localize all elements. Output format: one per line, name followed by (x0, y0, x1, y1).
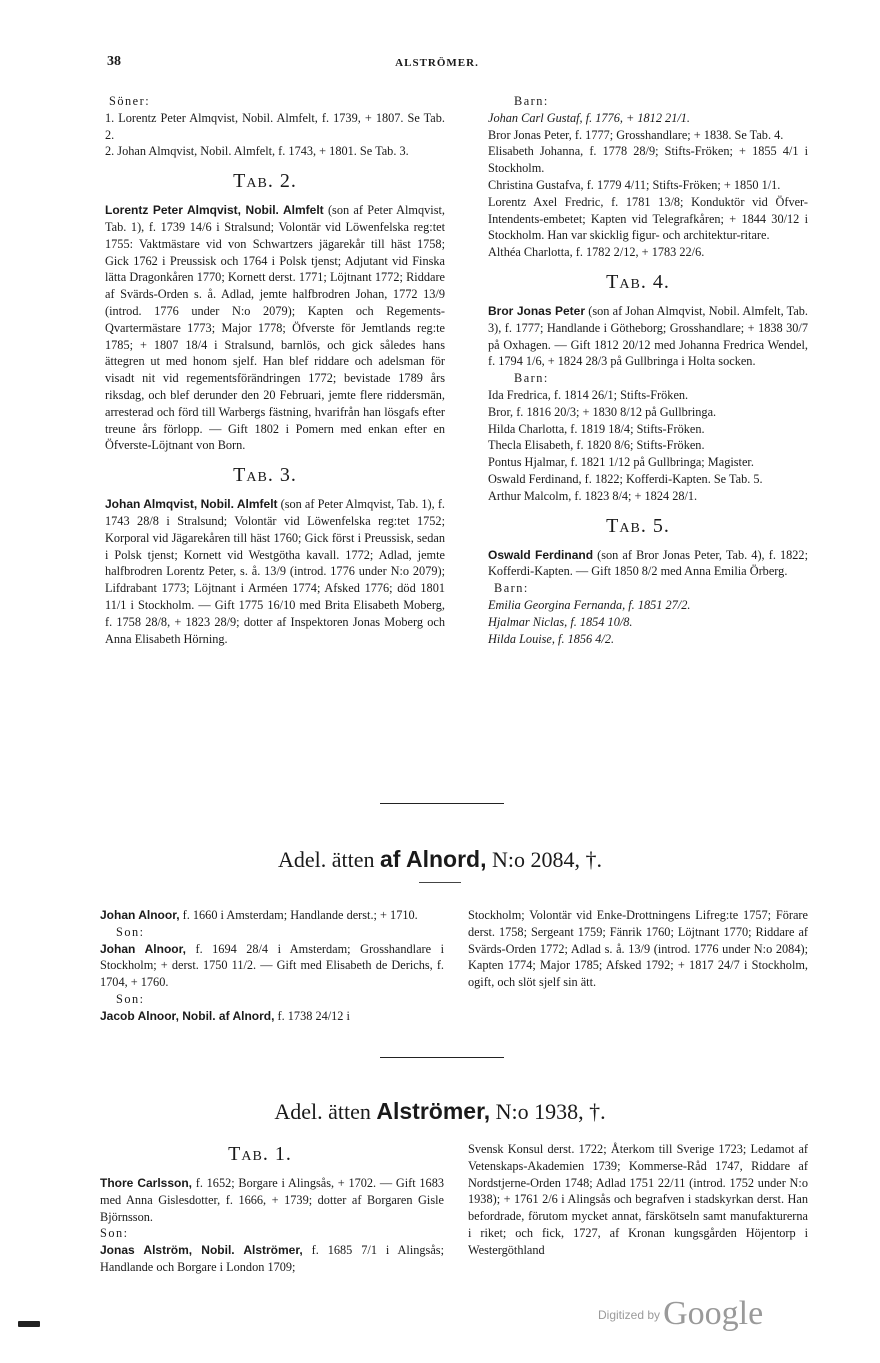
tab-4-barn-label: Barn: (514, 371, 549, 386)
top-left-column (85, 93, 445, 647)
tab-3-name: Johan Almqvist, Nobil. Almfelt (105, 497, 278, 512)
alnord-name-1: Johan Alnoor, (100, 908, 180, 922)
child-2: Bror Jonas Peter, f. 1777; Grosshandlare; + 1838. Se Tab. 4. (488, 127, 784, 142)
tab-5-child-2: Hjalmar Niclas, f. 1854 10/8. (488, 614, 633, 629)
tab-4-child-5: Pontus Hjalmar, f. 1821 1/12 på Gullbringa; Magister. (488, 455, 754, 470)
watermark-brand: Google (663, 1295, 764, 1332)
section-rule-1 (380, 803, 504, 804)
alnord-title-prefix: Adel. ätten (277, 847, 375, 872)
child-1: Johan Carl Gustaf, f. 1776, + 1812 21/1. (488, 110, 690, 125)
alstromer-title-suffix: N:o 1938, †. (495, 1099, 606, 1124)
tab-5-name: Oswald Ferdinand (488, 547, 594, 562)
alstromer-text-2: f. 1685 7/1 i Alingsås; Handlande och Borgare i London 1709; (100, 1243, 445, 1274)
tab-5-child-3: Hilda Louise, f. 1856 4/2. (488, 631, 615, 646)
tab-3-text: (son af Peter Almqvist, Tab. 1), f. 1743 28/8 i Stralsund; Volontär vid Löwenfelska reg:tet 1752; Korporal vid Jägarekåren till häst 1760; Gick först i Preussisk, sedan i Polsk tjenst; Kornett vid Westgötha kavall. 1772; Adlad, jemte halfbrodren Lorentz Peter, s. å. 13/9 (introd. 1776 under N:o 2079); Lifdrabant 1773; Löjtnant i Arméen 1774; Afsked 1776; död 1801 11/1 i Stockholm. — Gift 1775 16/10 med Brita Elisabeth Moberg, f. 1758 28/8, + 1823 28/9; dotter af Inspektoren Jonas Moberg och Anna Elisabeth Hörning. (105, 497, 445, 646)
alstromer-name-2: Jonas Alström, Nobil. Alströmer, (100, 1243, 303, 1258)
page-number: 38 (107, 54, 121, 69)
barn-label: Barn: (514, 94, 549, 108)
alnord-title-suffix: N:o 2084, †. (492, 847, 602, 872)
alstromer-son-label: Son: (100, 1226, 129, 1241)
alstromer-title (0, 1097, 880, 1126)
alnord-right-text: Stockholm; Volontär vid Enke-Drottningens Lifreg:te 1757; Förare derst. 1758; Sergeant 1759; Fänrik 1760; Löjtnant 1770; Riddare af Svärds-Orden 1772; Adlad s. å. 13/9 (introd. 1776 under N:o 2084); Kapten 1774; Major 1785; Afsked 1792; + 1817 24/7 i Stockholm, ogift, och slöt sjelf sin ätt. (468, 908, 808, 990)
section-rule-2 (380, 1057, 504, 1058)
soner-label: Söner: (109, 94, 151, 108)
tab-5-text: (son af Bror Jonas Peter, Tab. 4), f. 1822; Kofferdi-Kapten. — Gift 1850 8/2 med Anna Emilia Örberg. (488, 547, 809, 579)
alnord-name-3: Jacob Alnoor, Nobil. af Alnord, (100, 1008, 275, 1023)
child-4: Christina Gustafva, f. 1779 4/11; Stifts-Fröken; + 1850 1/1. (488, 177, 781, 192)
alstromer-text-1: f. 1652; Borgare i Alingsås, + 1702. — Gift 1683 med Anna Gislesdotter, f. 1666, + 1739; dotter af Borgaren Gisle Björnsson. (100, 1176, 445, 1224)
son-entry-2: 2. Johan Almqvist, Nobil. Almfelt, f. 1743, + 1801. Se Tab. 3. (105, 144, 409, 159)
alnord-title (0, 845, 880, 874)
alnord-entry-3 (76, 1008, 444, 1025)
tab-4-child-1: Ida Fredrica, f. 1814 26/1; Stifts-Fröken. (488, 387, 689, 402)
tab-4-child-4: Thecla Elisabeth, f. 1820 8/6; Stifts-Fröken. (488, 438, 705, 453)
alstromer-left-column (76, 1141, 444, 1276)
tab-4-child-3: Hilda Charlotta, f. 1819 18/4; Stifts-Fröken. (488, 421, 705, 436)
alnord-right-column (468, 907, 808, 991)
watermark-digitized: Digitized by (598, 1308, 661, 1322)
margin-mark (18, 1321, 40, 1327)
tab-2-name: Lorentz Peter Almqvist, Nobil. Almfelt (105, 203, 324, 218)
tab-4-paragraph (468, 303, 808, 370)
alnord-text-3: f. 1738 24/12 i (277, 1008, 350, 1023)
digitized-watermark (598, 1295, 764, 1332)
tab-4-child-6: Oswald Ferdinand, f. 1822; Kofferdi-Kapten. Se Tab. 5. (488, 471, 763, 486)
top-right-column (468, 93, 808, 647)
tab-2-paragraph (85, 202, 445, 454)
son-entry-1: 1. Lorentz Peter Almqvist, Nobil. Almfelt, f. 1739, + 1807. Se Tab. 2. (105, 110, 445, 142)
alnord-title-underline (419, 882, 461, 883)
alstromer-right-text: Svensk Konsul derst. 1722; Återkom till Sverige 1723; Ledamot af Vetenskaps-Akademien 1739; Kommerse-Råd 1747, Riddare af Nordstjerne-Orden 1748; Adlad 1751 22/11 (introd. 1752 under N:o 1938); + 1761 2/6 i Alingsås och begrafven i stadskyrkan derst. Han befordrade, förutom mycket annat, färskötseln samt manufakturerna i riket; och fick, 1727, af Kronan kungsgården Höjentorp i Westergöthland (468, 1142, 808, 1257)
tab-3-heading: Tab. 3. (233, 464, 297, 487)
alnord-name-2: Johan Alnoor, (100, 941, 186, 956)
alnord-text-1: f. 1660 i Amsterdam; Handlande derst.; + 1710. (182, 908, 418, 922)
tab-4-child-7: Arthur Malcolm, f. 1823 8/4; + 1824 28/1. (488, 488, 698, 503)
tab-4-child-2: Bror, f. 1816 20/3; + 1830 8/12 på Gullbringa. (488, 404, 717, 419)
alnord-son-label-1: Son: (116, 924, 145, 939)
alstromer-right-column (468, 1141, 808, 1259)
child-6: Althéa Charlotta, f. 1782 2/12, + 1783 22/6. (488, 245, 705, 260)
tab-5-barn-label: Barn: (494, 581, 529, 596)
page-header (107, 54, 767, 74)
tab-4-text: (son af Johan Almqvist, Nobil. Almfelt, Tab. 3), f. 1777; Handlande i Götheborg; Grosshandlare; + 1838 30/7 på Oxhagen. — Gift 1812 20/12 med Johanna Fredrica Wendel, f. 1794 1/6, + 1824 28/3 på Gullbringa i Holta socken. (488, 303, 808, 369)
alstromer-name-1: Thore Carlsson, (100, 1176, 193, 1190)
alnord-left-column (76, 907, 444, 1025)
alstromer-title-name: Alströmer, (376, 1098, 491, 1124)
tab-5-paragraph (468, 547, 808, 581)
alnord-text-2: f. 1694 28/4 i Amsterdam; Grosshandlare i Stockholm; + derst. 1750 11/2. — Gift med Elisabeth de Derichs, f. 1704, + 1760. (100, 941, 445, 990)
tab-5-heading: Tab. 5. (606, 514, 670, 537)
running-title: ALSTRÖMER. (395, 57, 479, 69)
alnord-entry-1 (76, 907, 444, 924)
tab-4-name: Bror Jonas Peter (488, 303, 585, 318)
tab-5-child-1: Emilia Georgina Fernanda, f. 1851 27/2. (488, 597, 691, 612)
alstromer-title-prefix: Adel. ätten (274, 1099, 371, 1124)
tab-2-heading: Tab. 2. (233, 170, 297, 193)
alstromer-entry-2 (76, 1242, 444, 1276)
alnord-title-name: af Alnord, (380, 846, 487, 872)
tab-2-text: (son af Peter Almqvist, Tab. 1), f. 1739 14/6 i Stralsund; Volontär vid Löwenfelska reg:tet 1755: Vaktmästare vid von Schwartzers jägarekår till häst 1758; Gick 1762 i Preussisk och 1764 i Polsk tjenst; Adjutant vid Finska lätta Dragonkåren 1770; Kornett derst. 1771; Löjtnant 1772; Riddare af Svärds-Orden s. å. Adlad, jemte halfbrodren Johan, 1772 13/9 (introd. 1776 under N:o 2079); Kapten och Regements-Qvartermästare 1773; Major 1778; Öfverste för Jemtlands reg:te 1785; + 1807 18/4 i Stralsund, barnlös, och gick således hans ättegren ut med honom sjelf. Han blef riddare och adelsman för visadt nit vid regementsförändringen 1772; bevistade 1789 års riksdag, och blef derunder den 20 Februari, jemte flere riddersmän, arresterad och förd till Warbergs fästning, hvarifrån han lösgafs efter treune års förlopp. — Gift 1802 i Pomern med enkan efter en Öfverste-Löjtnant von Born. (105, 203, 445, 453)
alnord-son-label-2: Son: (116, 991, 145, 1006)
child-5: Lorentz Axel Fredric, f. 1781 13/8; Konduktör vid Öfver-Intendents-embetet; Kapten vid Telegrafkåren; + 1844 30/12 i Stockholm. Han var skicklig figur- och architektur-ritare. (488, 194, 808, 243)
tab-4-heading: Tab. 4. (606, 270, 670, 293)
alnord-entry-2 (76, 941, 444, 991)
alstromer-entry-1 (76, 1175, 444, 1225)
alstromer-tab-1-heading: Tab. 1. (228, 1143, 292, 1165)
child-3: Elisabeth Johanna, f. 1778 28/9; Stifts-Fröken; + 1855 4/1 i Stockholm. (488, 144, 808, 176)
tab-3-paragraph (85, 496, 445, 647)
